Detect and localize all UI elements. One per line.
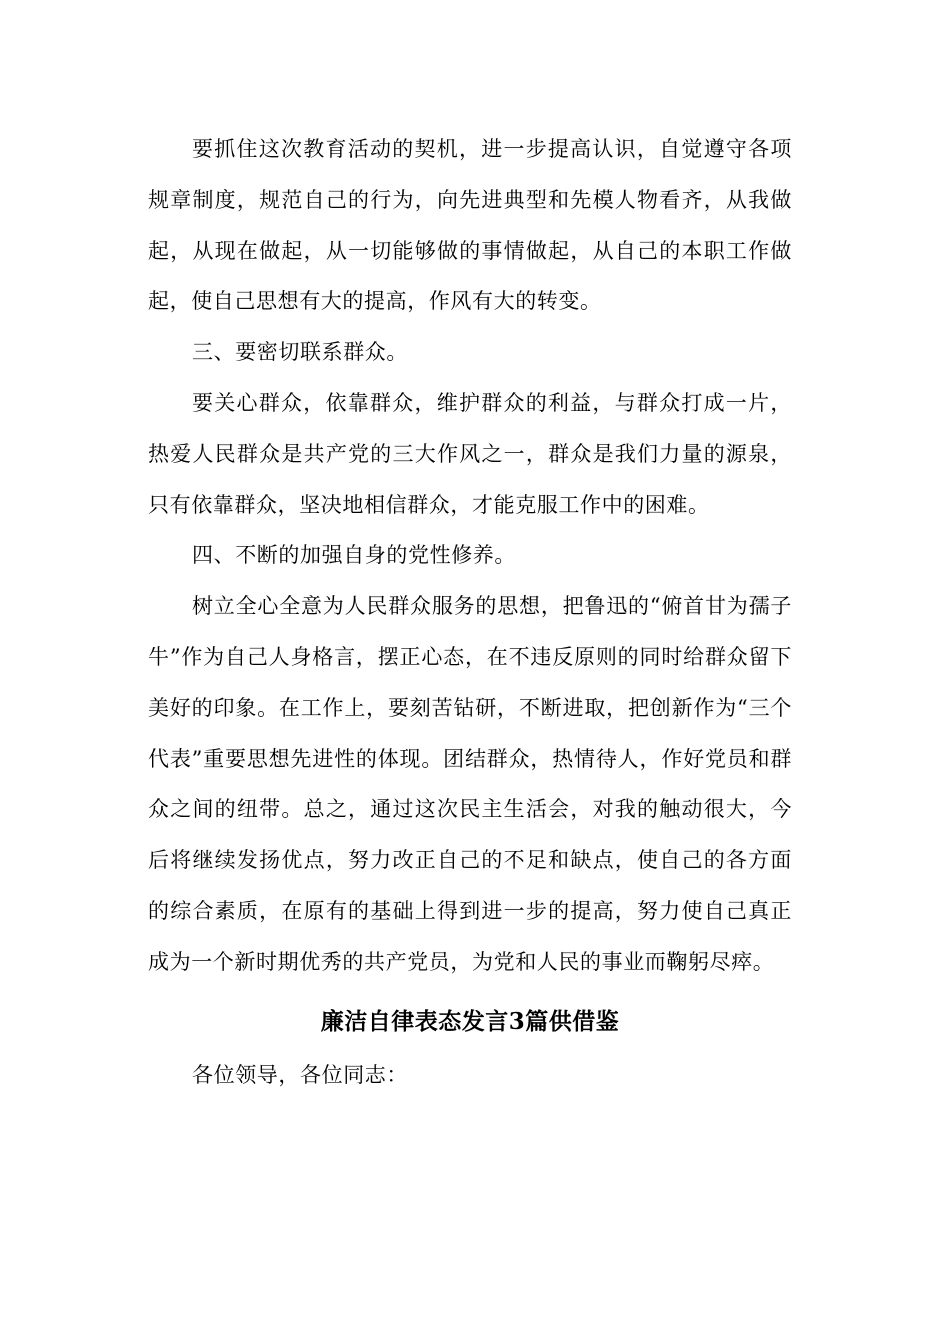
document-title: 廉洁自律表态发言3篇供借鉴 — [320, 1007, 620, 1035]
salutation: 各位领导，各位同志： — [192, 1062, 408, 1087]
paragraph-party-spirit: 树立全心全意为人民群众服务的思想，把鲁迅的“俯首甘为孺子牛”作为自己人身格言，摆正心态，在不违反原则的同时给群众留下美好的印象。在工作上，要刻苦钻研，不断进取，把创新作为“三个代表”重要思想先进性的体现。团结群众，热情待人，作好党员和群众之间的纽带。总之，通过这次民主生活会，对我的触动很大，今后将继续发扬优点，努力改正自己的不足和缺点，使自己的各方面的综合素质，在原有的基础上得到进一步的提高，努力使自己真正成为一个新时期优秀的共产党员，为党和人民的事业而鞠躬尽瘁。 — [148, 594, 792, 974]
section-heading-party-spirit: 四、不断的加强自身的党性修养。 — [192, 543, 516, 568]
paragraph-self-discipline: 要抓住这次教育活动的契机，进一步提高认识，自觉遵守各项规章制度，规范自己的行为，向先进典型和先模人物看齐，从我做起，从现在做起，从一切能够做的事情做起，从自己的本职工作做起，使自己思想有大的提高，作风有大的转变。 — [148, 137, 792, 314]
section-heading-contact-masses: 三、要密切联系群众。 — [192, 340, 408, 365]
paragraph-masses: 要关心群众，依靠群众，维护群众的利益，与群众打成一片，热爱人民群众是共产党的三大作风之一，群众是我们力量的源泉，只有依靠群众，坚决地相信群众，才能克服工作中的困难。 — [148, 390, 792, 517]
document-body — [148, 124, 792, 1100]
